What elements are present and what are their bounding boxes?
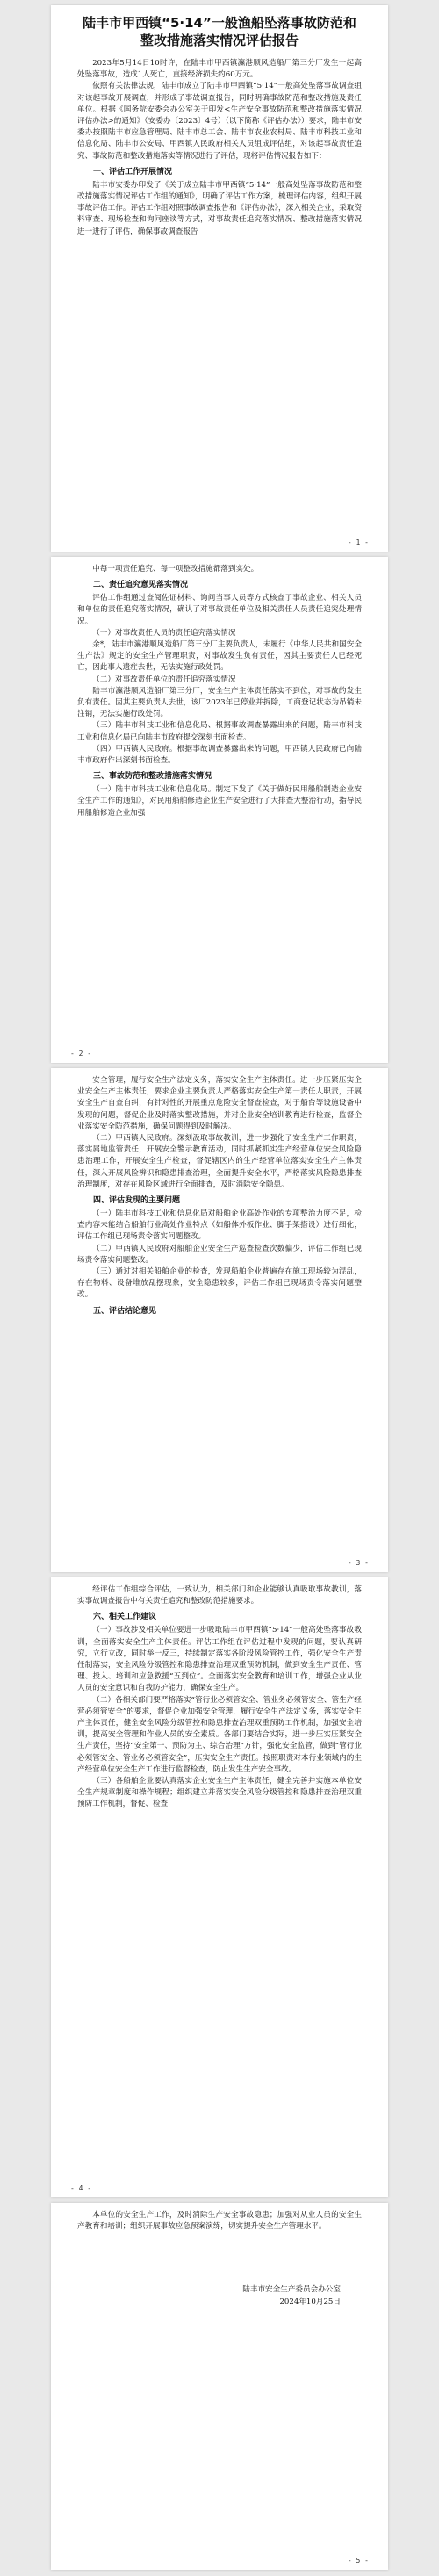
paragraph: 陆丰市瀛港顺风造船厂第三分厂，安全生产主体责任落实不到位，对事故的发生负有责任。因其主要负责人去世，该厂2023年已停业并拆除，工商登记状态为吊销未注销，无法实施行政处罚。 xyxy=(77,686,362,719)
page-number: - 4 - xyxy=(70,2184,92,2192)
paragraph: （三）陆丰市科技工业和信息化局、根据事故调查暴露出来的问题，陆丰市科技工业和信息化局已向陆丰市政府提交深刻书面检查。 xyxy=(77,721,362,742)
page-number: - 1 - xyxy=(347,538,369,546)
section-heading: 四、评估发现的主要问题 xyxy=(93,1196,181,1206)
document-title: 陆丰市甲西镇“5·14”一般渔船坠落事故防范和整改措施落实情况评估报告 xyxy=(83,15,356,48)
paragraph: （三）各船舶企业要认真落实企业安全生产主体责任，健全完善并实施本单位安全生产规章制度和操作规程；组织建立并落实安全风险分级管控和隐患排查治理双重预防工作机制，督促、检查 xyxy=(77,1777,362,1809)
paragraph: （一）陆丰市科技工业和信息化局对船舶企业高处作业的专项整治力度不足，检查内容未能结合船舶行业高处作业特点（如船体外板作业、脚手架搭设）进行细化，评估工作组已现场责令落实问题整改。 xyxy=(77,1209,362,1242)
paragraph: 余*，陆丰市瀛港顺风造船厂第三分厂主要负责人，未履行《中华人民共和国安全生产法》规定的安全生产管理职责，对事故发生负有责任，因其主要责任人已经死亡，因此事人遗症去世，无法实施行政处罚。 xyxy=(77,640,362,673)
section-heading: 五、评估结论意见 xyxy=(93,1306,157,1316)
issuing-organization: 陆丰市安全生产委员会办公室 xyxy=(242,2285,341,2295)
document-page-4 xyxy=(51,1577,388,2197)
page-number: - 3 - xyxy=(347,1559,369,1567)
paragraph: 本单位的安全生产工作，及时消除生产安全事故隐患；加强对从业人员的安全生产教育和培训；组织开展事故应急预案演练，切实提升安全生产管理水平。 xyxy=(77,2211,362,2232)
paragraph: （一）事故涉及相关单位要进一步吸取陆丰市甲西镇“5·14”一般高处坠落事故教训，全面落实安全生产主体责任。评估工作组在评估过程中发现的问题，要认真研究，立行立改，同时举一反三，持续制定落实各阶段风险管控工作，强化安全生产责任制落实，安全风险分级管控和隐患排查治理双重预防机制，做到安全生产责任、管理、投入、培训和应急救援“五到位”。全面落实安全教育和培训工作，增强企业从业人员的安全意识和自我防护能力，确保安全生产。 xyxy=(77,1626,362,1693)
paragraph: （三）通过对相关船舶企业的检查，发现船舶企业普遍存在施工现场较为混乱，存在物料、设备堆放乱摆现象，安全隐患较多，评估工作组已现场责令落实问题整改。 xyxy=(77,1267,362,1300)
paragraph: （一）陆丰市科技工业和信息化局。制定下发了《关于做好民用船舶制造企业安全生产工作的通知》，对民用船舶修造企业生产安全进行了大排查大整治行动，指导民用船舶修造企业加强 xyxy=(77,785,362,818)
paragraph: （二）各相关部门要严格落实“管行业必须管安全、管业务必须管安全、管生产经营必须管安全”的要求，督促企业加强安全管理，履行安全生产法定义务，落实安全生产主体责任，健全安全风险分级管控和隐患排查治理双重预防工作机制，加强安全培训，提高安全管理和作业人员的安全素质。各部门要结合实际，进一步压实压紧安全生产责任，坚持“安全第一、预防为主、综合治理”方针，强化安全监管，做到“管行业必须管安全、管业务必须管安全”，压实安全生产责任。按照职责对本行业领域内的生产经营单位安全生产工作进行监督检查，防止发生生产安全事故。 xyxy=(77,1695,362,1774)
issue-date: 2024年10月25日 xyxy=(279,2298,341,2307)
paragraph: （二）甲西镇人民政府。深刻汲取事故教训，进一步强化了安全生产工作职责，落实属地监管责任，开展安全警示教育活动，同时抓紧抓实生产经营单位安全风险隐患治理工作，开展安全生产检查，督促辖区内的生产经营单位落实安全生产主体责任，深入开展风险辨识和隐患排查治理，全面提升安全水平，严格落实风险隐患排查治理制度，对存在风险区域进行全面排查，及时消除安全隐患。 xyxy=(77,1134,362,1189)
paragraph: 2023年5月14日10时许，在陆丰市甲西镇瀛港顺风造船厂第三分厂发生一起高处坠落事故，造成1人死亡，直接经济损失约60万元。 xyxy=(77,59,362,80)
section-heading: 三、事故防范和整改措施落实情况 xyxy=(93,772,212,782)
section-heading: 二、责任追究意见落实情况 xyxy=(93,581,189,590)
section-heading: 一、评估工作开展情况 xyxy=(93,167,173,177)
paragraph: （四）甲西镇人民政府。根据事故调查暴露出来的问题，甲西镇人民政府已向陆丰市政府作出深刻书面检查。 xyxy=(77,744,362,766)
subsection-heading: （一）对事故责任人员的责任追究落实情况 xyxy=(92,628,236,638)
document-page-3 xyxy=(51,1068,388,1572)
document-page-5 xyxy=(51,2203,388,2570)
page-number: - 5 - xyxy=(347,2557,369,2565)
paragraph: 评估工作组通过查阅佐证材料、询问当事人员等方式核查了事故企业、相关人员和单位的责任追究落实情况，确认了对事故责任单位及相关责任人员责任追究处理情况。 xyxy=(77,594,362,626)
section-heading: 六、相关工作建议 xyxy=(93,1613,157,1622)
subsection-heading: （二）对事故责任单位的责任追究落实情况 xyxy=(92,675,236,684)
document-page-1 xyxy=(51,5,388,552)
paragraph: 依照有关法律法规，陆丰市成立了陆丰市甲西镇“5·14”一般高处坠落事故调查组对该起事故开展调查，并形成了事故调查报告，同时明确事故防范和整改措施及责任单位。根据《国务院安委会办公室关于印发<生产安全事故防范和整改措施落实情况评估办法>的通知》（安委办〔2023〕4号）（以下简称《评估办法》）要求，陆丰市安委办按照陆丰市应急管理局、陆丰市总工会、陆丰市农业农村局、陆丰市科技工业和信息化局、陆丰市公安局、甲西镇人民政府相关人员组成评估组，对该起事故责任追究、事故防范和整改措施落实等情况进行了评估，现将评估情况报告如下： xyxy=(77,82,362,161)
paragraph: （二）甲西镇人民政府对船舶企业安全生产巡查检查次数偏少，评估工作组已现场责令落实问题整改。 xyxy=(77,1244,362,1265)
paragraph: 安全管理，履行安全生产法定义务，落实安全生产主体责任。进一步压紧压实企业安全生产主体责任，要求企业主要负责人严格落实安全生产第一责任人职责，开展安全生产自查自纠，有针对性的开展重点危险安全督查检查，对于船台等设施设备中发现的问题，督促企业及时落实整改措施，并对企业安全培训教育进行检查，监督企业落实安全防范措施，确保问题得到及时解决。 xyxy=(77,1076,362,1131)
paragraph: 中每一项责任追究、每一项整改措施都落到实处。 xyxy=(92,565,259,574)
document-page-2 xyxy=(51,557,388,1063)
paragraph: 陆丰市安委办印发了《关于成立陆丰市甲西镇“5·14”一般高处坠落事故防范和整改措施落实情况评估工作组的通知》，明确了评估工作方案，梳理评估内容，组织开展事故评估工作。评估工作组对照事故调查报告和《评估办法》，深入相关企业，采取资料审查、现场检查和询问座谈等方式，对事故责任追究落实情况、整改措施落实情况进一进行了评估，确保事故调查报告 xyxy=(77,180,362,236)
page-number: - 2 - xyxy=(70,1050,92,1057)
paragraph: 经评估工作组综合评估，一致认为，相关部门和企业能够认真吸取事故教训，落实事故调查报告中有关责任追究和整改防范措施要求。 xyxy=(77,1585,362,1606)
